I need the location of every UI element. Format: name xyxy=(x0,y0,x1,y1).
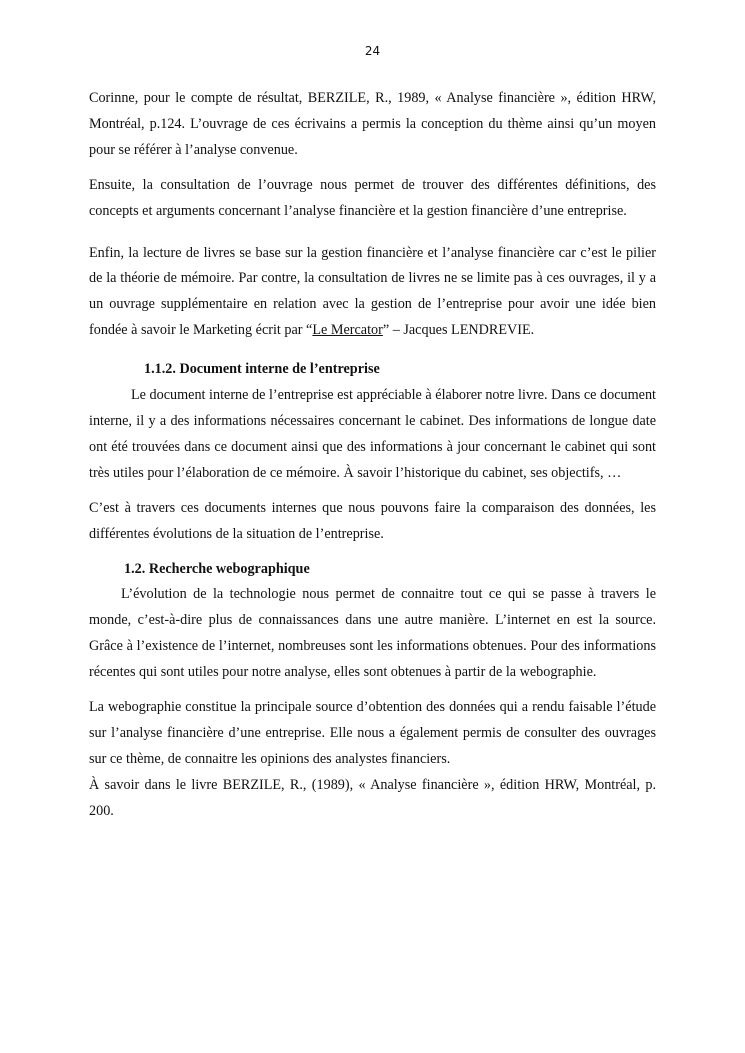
page-number: 24 xyxy=(364,44,381,58)
paragraph-lecture-text: Enfin, la lecture de livres se base sur la gestion financière et l’analyse financière car c’est le pilier de la théorie de mémoire. Par contre, la consultation de livres ne se limite pas à ces ouvrages, il y a un ouvrage supplémentaire en relation avec la gestion de l’entreprise pour avoir une idée bien fondée à savoir le Marketing écrit par “ xyxy=(89,244,656,339)
paragraph-comparaison: C’est à travers ces documents internes que nous pouvons faire la comparaison des données, les différentes évolutions de la situation de l’entreprise. xyxy=(89,499,656,542)
section-heading-document-interne: 1.1.2. Document interne de l’entreprise xyxy=(144,361,380,378)
document-body xyxy=(89,86,656,825)
paragraph-lecture-livres xyxy=(89,241,656,345)
paragraph-lecture-author: ” – Jacques LENDREVIE. xyxy=(382,322,535,339)
paragraph-document-interne: Le document interne de l’entreprise est appréciable à élaborer notre livre. Dans ce document interne, il y a des informations nécessaires concernant le cabinet. Des informations de longue date ont été trouvées dans ce document ainsi que des informations à jour concernant le cabinet qui sont très utiles pour l’élaboration de ce mémoire. À savoir l’historique du cabinet, ses objectifs, … xyxy=(89,387,656,481)
paragraph-consultation: Ensuite, la consultation de l’ouvrage nous permet de trouver des différentes définitions, des concepts et arguments concernant l’analyse financière et la gestion financière d’une entreprise. xyxy=(89,176,656,219)
paragraph-webographie: La webographie constitue la principale source d’obtention des données qui a rendu faisable l’étude sur l’analyse financière d’une entreprise. Elle nous a également permis de consulter des ouvrages sur ce thème, de connaitre les opinions des analystes financiers. xyxy=(89,699,656,767)
paragraph-berzile-reference: À savoir dans le livre BERZILE, R., (1989), « Analyse financière », édition HRW, Montréal, p. 200. xyxy=(89,776,656,819)
paragraph-references: Corinne, pour le compte de résultat, BERZILE, R., 1989, « Analyse financière », édition HRW, Montréal, p.124. L’ouvrage de ces écrivains a permis la conception du thème ainsi qu’un moyen pour se référer à l’analyse convenue. xyxy=(89,90,656,158)
section-heading-webographique: 1.2. Recherche webographique xyxy=(124,560,310,577)
paragraph-evolution-technologie: L’évolution de la technologie nous permet de connaitre tout ce qui se passe à travers le monde, c’est-à-dire plus de connaissances dans une autre manière. L’internet en est la source. Grâce à l’existence de l’internet, nombreuses sont les informations obtenues. Pour des informations récentes qui sont utiles pour notre analyse, elles sont obtenues à partir de la webographie. xyxy=(89,586,656,681)
mercator-link[interactable]: Le Mercator xyxy=(312,322,383,339)
